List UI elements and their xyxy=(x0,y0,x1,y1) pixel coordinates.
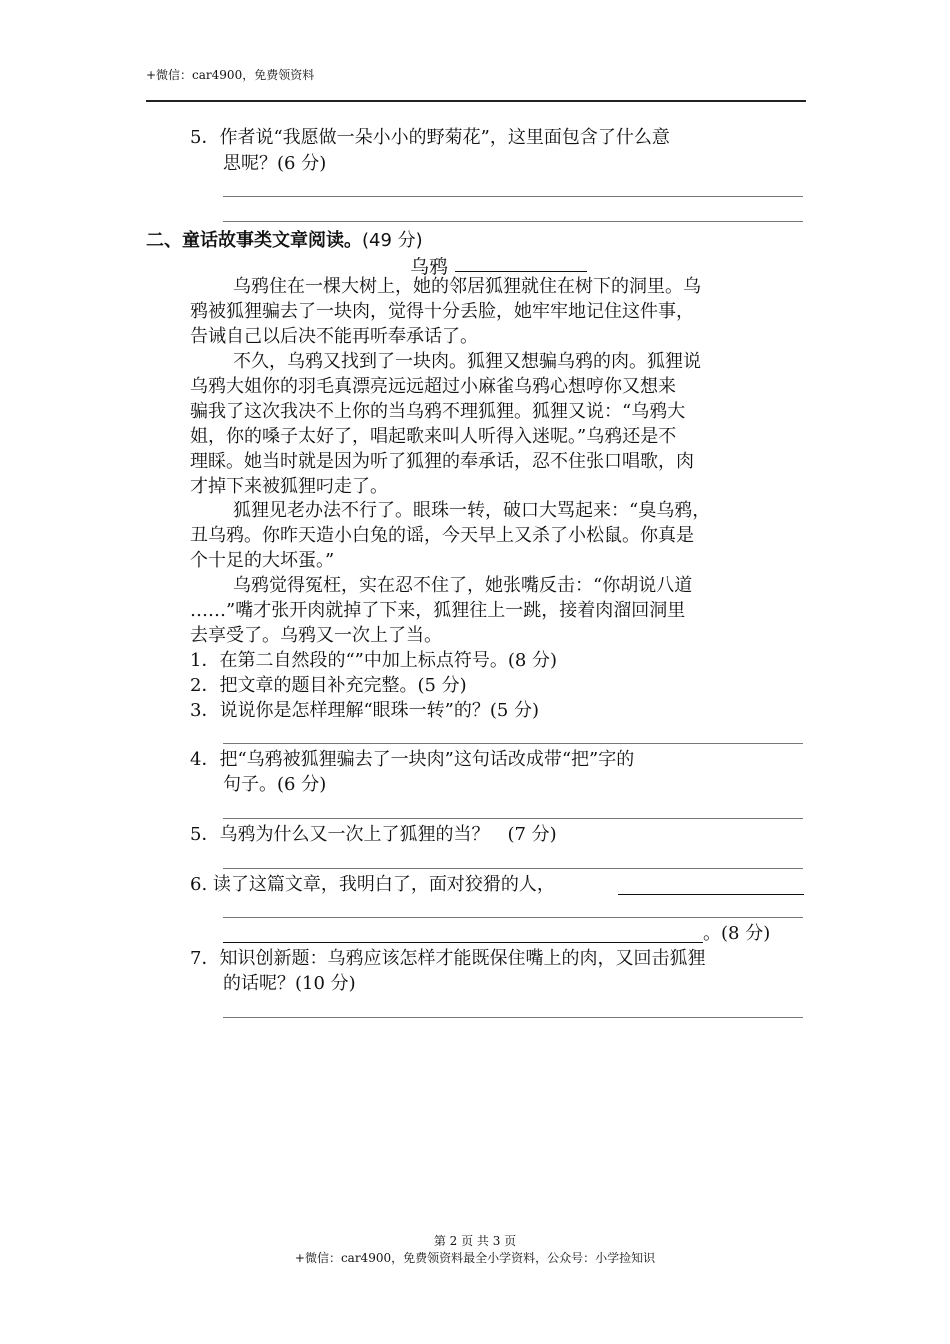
story-title: 乌鸦 xyxy=(410,256,449,278)
question-2: 2．把文章的题目补充完整。(5 分) xyxy=(190,675,467,696)
story-line: 去享受了。乌鸦又一次上了当。 xyxy=(190,625,442,646)
question-4-line1: 4．把“乌鸦被狐狸骗去了一块肉”这句话改成带“把”字的 xyxy=(190,749,635,770)
question-7-line2: 的话呢？(10 分) xyxy=(223,973,356,994)
story-line: 才掉下来被狐狸叼走了。 xyxy=(190,476,388,497)
footer-text: +微信：car4900，免费领资料最全小学资料，公众号：小学捡知识 xyxy=(294,1251,656,1265)
header-text: +微信：car4900，免费领资料 xyxy=(146,68,315,82)
story-line: 乌鸦住在一棵大树上，她的邻居狐狸就住在树下的洞里。乌 xyxy=(233,276,701,297)
fill-blank-line xyxy=(223,942,703,943)
footer-page-number: 第 2 页 共 3 页 xyxy=(433,1234,517,1248)
section-points: (49 分) xyxy=(362,230,423,251)
answer-line xyxy=(223,868,803,869)
answer-line xyxy=(223,221,803,222)
answer-line xyxy=(223,196,803,197)
story-line: 乌鸦大姐你的羽毛真漂亮远远超过小麻雀乌鸦心想哼你又想来 xyxy=(190,376,676,397)
question-5: 5．乌鸦为什么又一次上了狐狸的当？ (7 分) xyxy=(190,824,557,845)
story-line: 乌鸦觉得冤枉，实在忍不住了，她张嘴反击：“你胡说八道 xyxy=(233,575,693,596)
question-3: 3．说说你是怎样理解“眼珠一转”的？(5 分) xyxy=(190,700,540,721)
section-heading-text: 二、童话故事类文章阅读。 xyxy=(146,230,362,251)
title-blank-line xyxy=(455,271,587,272)
story-line: 不久，乌鸦又找到了一块肉。狐狸又想骗乌鸦的肉。狐狸说 xyxy=(233,351,701,372)
story-line: ……”嘴才张开肉就掉了下来，狐狸往上一跳，接着肉溜回洞里 xyxy=(190,600,686,621)
story-line: 个十足的大坏蛋。” xyxy=(190,550,335,571)
answer-line xyxy=(223,917,803,918)
question-6-line1: 6. 读了这篇文章，我明白了，面对狡猾的人， xyxy=(190,874,555,895)
question-7-line1: 7．知识创新题：乌鸦应该怎样才能既保住嘴上的肉，又回击狐狸 xyxy=(190,948,706,969)
answer-line xyxy=(223,1017,803,1018)
fill-blank-line xyxy=(618,894,804,895)
question-5-prev-line2: 思呢？(6 分) xyxy=(223,153,327,174)
question-5-prev-line1: 5．作者说“我愿做一朵小小的野菊花”，这里面包含了什么意 xyxy=(190,127,670,148)
story-line: 姐，你的嗓子太好了，唱起歌来叫人听得入迷呢。”乌鸦还是不 xyxy=(190,426,677,447)
answer-line xyxy=(223,743,803,744)
section-heading xyxy=(146,226,423,252)
answer-line xyxy=(223,818,803,819)
story-line: 理睬。她当时就是因为听了狐狸的奉承话，忍不住张口唱歌，肉 xyxy=(190,451,694,472)
story-line: 丑乌鸦。你昨天造小白兔的谣，今天早上又杀了小松鼠。你真是 xyxy=(190,525,694,546)
question-1: 1．在第二自然段的“”中加上标点符号。(8 分) xyxy=(190,650,558,671)
story-line: 告诫自己以后决不能再听奉承话了。 xyxy=(190,326,478,347)
story-line: 骗我了这次我决不上你的当乌鸦不理狐狸。狐狸又说：“乌鸦大 xyxy=(190,401,686,422)
story-line: 鸦被狐狸骗去了一块肉，觉得十分丢脸，她牢牢地记住这件事， xyxy=(190,301,694,322)
question-6-end: 。(8 分) xyxy=(703,923,771,944)
header-rule xyxy=(146,100,806,102)
question-4-line2: 句子。(6 分) xyxy=(223,774,327,795)
story-line: 狐狸见老办法不行了。眼珠一转，破口大骂起来：“臭乌鸦， xyxy=(233,500,711,521)
